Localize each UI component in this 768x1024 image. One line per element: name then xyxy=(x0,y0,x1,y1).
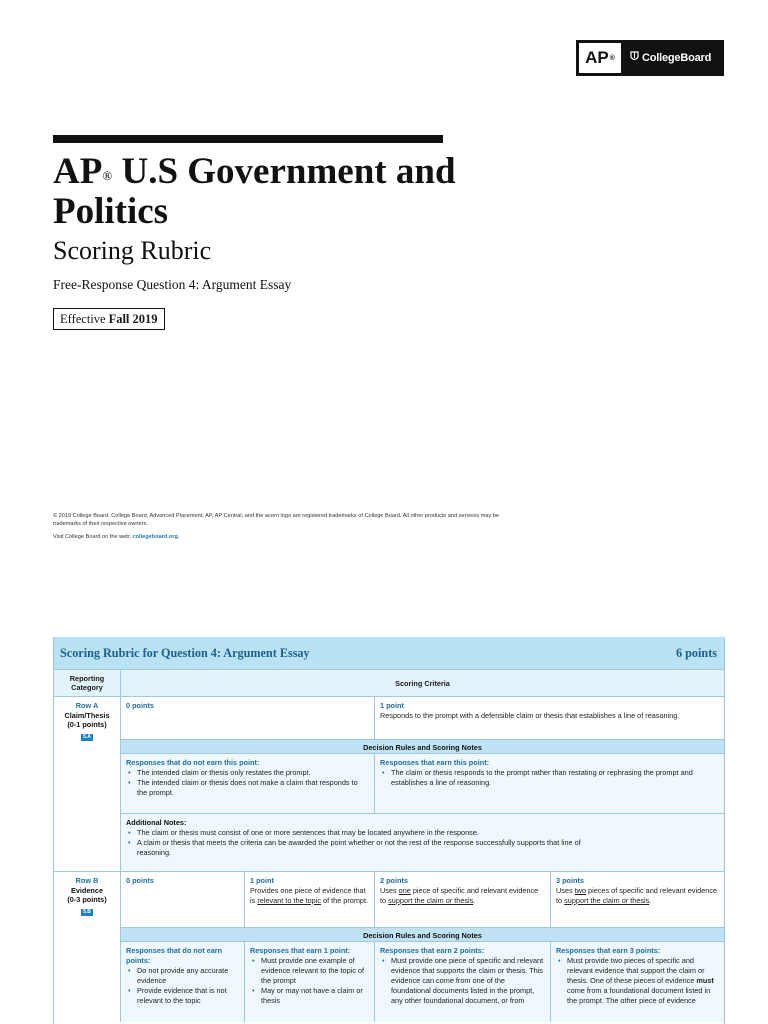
row-a-no-list xyxy=(126,768,369,798)
row-a-no-cell xyxy=(121,754,375,813)
row-b-category xyxy=(54,872,121,1022)
list-item: • Must provide one example of evidence relevant to the topic of the prompt xyxy=(250,956,369,986)
list-item: • The claim or thesis must consist of one or more sentences that may be located anywhere in the response. xyxy=(126,828,596,838)
text-run: support the claim or thesis xyxy=(564,896,650,905)
row-a-0-cell xyxy=(121,697,375,739)
title-ap: AP xyxy=(53,151,103,192)
collegeboard-text: CollegeBoard xyxy=(642,52,712,64)
list-item: • A claim or thesis that meets the criteria can be awarded the point whether or not the rest of the response successfully supports that line of reasoning. xyxy=(126,838,596,858)
effective-badge xyxy=(53,308,165,330)
row-a-yes-cell xyxy=(375,754,724,813)
row-a-decisions xyxy=(121,754,724,814)
row-a-notes-head: Additional Notes: xyxy=(126,818,187,827)
row-a-category xyxy=(54,697,121,871)
row-b-1-points: 1 point xyxy=(250,876,274,885)
row-b-one-head: Responses that earn 1 point: xyxy=(250,946,351,955)
row-b-2-text xyxy=(380,886,545,906)
list-item: • The intended claim or thesis does not make a claim that responds to the prompt. xyxy=(126,778,369,798)
rubric-title: Scoring Rubric for Question 4: Argument Essay xyxy=(60,645,310,660)
row-b-0-points: 0 points xyxy=(126,876,154,885)
row-a-1-text: Responds to the prompt with a defensible claim or thesis that establishes a line of reasoning. xyxy=(380,711,680,720)
row-a xyxy=(54,697,724,872)
row-b-1-text xyxy=(250,886,369,906)
row-a-decision-bar: Decision Rules and Scoring Notes xyxy=(121,739,724,754)
rubric-table xyxy=(53,637,725,1024)
row-b-no-cell xyxy=(121,942,245,1022)
text-run: Must provide two pieces of specific and relevant evidence that support the claim or thesis. One of these pieces of evidence xyxy=(567,956,705,985)
row-b-no-list xyxy=(126,966,239,1006)
list-item xyxy=(556,956,719,1006)
row-b-two-head: Responses that earn 2 points: xyxy=(380,946,485,955)
row-b-no-head: Responses that do not earn points: xyxy=(126,946,223,965)
row-b-2-points: 2 points xyxy=(380,876,408,885)
list-item: • Provide evidence that is not relevant to the topic xyxy=(126,986,239,1006)
rubric-points: 6 points xyxy=(676,645,717,660)
row-a-1-points: 1 point xyxy=(380,701,404,710)
row-b xyxy=(54,872,724,1022)
row-b-one-cell xyxy=(245,942,375,1022)
row-b-3-cell xyxy=(551,872,724,927)
row-b-decisions xyxy=(121,942,724,1022)
text-run: . xyxy=(473,896,476,905)
row-b-3-points: 3 points xyxy=(556,876,584,885)
col-criteria: Scoring Criteria xyxy=(395,678,450,688)
visit-text: Visit College Board on the web: xyxy=(53,534,131,540)
page-title xyxy=(53,152,473,232)
acorn-icon xyxy=(630,51,639,65)
row-b-name: Evidence xyxy=(70,885,104,895)
row-a-yes-list xyxy=(380,768,719,788)
row-b-three-cell xyxy=(551,942,724,1022)
rubric-header xyxy=(54,637,724,670)
row-a-yes-head: Responses that earn this point: xyxy=(380,758,490,767)
text-run: one xyxy=(398,886,411,895)
text-run: Uses xyxy=(380,886,399,895)
collegeboard-link[interactable]: collegeboard.org. xyxy=(132,534,180,540)
row-a-additional-notes xyxy=(121,814,724,871)
row-b-two-cell xyxy=(375,942,551,1022)
row-a-skill-badge: 5.A xyxy=(83,733,91,740)
ap-logo-reg: ® xyxy=(609,54,615,62)
title-rest: U.S Government and Politics xyxy=(53,151,456,232)
column-header-row xyxy=(54,670,724,697)
row-b-content xyxy=(121,872,724,1022)
row-b-two-list xyxy=(380,956,545,1006)
row-a-1-cell xyxy=(375,697,724,739)
collegeboard-wordmark xyxy=(624,40,724,76)
row-b-range: (0-3 points) xyxy=(67,895,107,904)
text-run: support the claim or thesis xyxy=(388,896,474,905)
row-a-name: Claim/Thesis xyxy=(64,710,110,720)
row-a-range: (0-1 points) xyxy=(67,720,107,729)
row-b-one-list xyxy=(250,956,369,1006)
text-run: Uses xyxy=(556,886,575,895)
copyright-text: © 2019 College Board. College Board, Advanced Placement, AP, AP Central, and the acorn logo are registered trademarks of College Board. All other products and services may be trademarks of their respective owners. xyxy=(53,513,500,527)
row-a-no-head: Responses that do not earn this point: xyxy=(126,758,260,767)
row-b-criteria xyxy=(121,872,724,927)
ap-logo xyxy=(579,43,621,73)
row-b-1-cell xyxy=(245,872,375,927)
list-item: • The claim or thesis responds to the prompt rather than restating or rephrasing the prompt and establishes a line of reasoning. xyxy=(380,768,719,788)
visit-line xyxy=(53,534,179,540)
row-b-three-head: Responses that earn 3 points: xyxy=(556,946,661,955)
row-b-decision-bar: Decision Rules and Scoring Notes xyxy=(121,927,724,942)
row-a-label: Row A xyxy=(75,701,99,710)
collegeboard-logo xyxy=(576,40,724,76)
text-run: . xyxy=(649,896,652,905)
row-b-skill-badge: 5.B xyxy=(83,908,91,915)
text-run: Provides one piece of evidence that is xyxy=(250,886,366,905)
text-run: two xyxy=(574,886,587,895)
row-b-three-list xyxy=(556,956,719,1006)
text-run: come from a foundational document listed in the prompt. The other piece of evidence xyxy=(567,986,711,1005)
effective-term: Fall 2019 xyxy=(108,311,158,326)
row-a-criteria xyxy=(121,697,724,739)
text-run: piece of specific and relevant evidence to xyxy=(380,886,539,905)
text-run: pieces of specific and relevant evidence to xyxy=(556,886,718,905)
row-b-2-cell xyxy=(375,872,551,927)
list-item: • Do not provide any accurate evidence xyxy=(126,966,239,986)
row-b-3-text xyxy=(556,886,719,906)
row-a-0-points: 0 points xyxy=(126,701,154,710)
frq-label: Free-Response Question 4: Argument Essay xyxy=(53,277,292,292)
col-category: Reporting Category xyxy=(54,670,121,696)
text-run: of the prompt. xyxy=(321,896,369,905)
effective-label: Effective xyxy=(60,311,106,326)
row-b-label: Row B xyxy=(75,876,99,885)
list-item: • The intended claim or thesis only restates the prompt. xyxy=(126,768,369,778)
text-run: relevant to the topic xyxy=(257,896,321,905)
title-rule xyxy=(53,135,443,143)
page-subtitle: Scoring Rubric xyxy=(53,236,212,265)
list-item: • May or may not have a claim or thesis xyxy=(250,986,369,1006)
row-a-notes-list xyxy=(126,828,596,858)
row-a-content xyxy=(121,697,724,871)
text-run: must xyxy=(696,976,714,985)
title-reg: ® xyxy=(102,168,113,183)
list-item: • Must provide one piece of specific and relevant evidence that supports the claim or thesis. This evidence can come from one of the foundational documents listed in the prompt, any other foundational document, or from xyxy=(380,956,545,1006)
row-b-0-cell xyxy=(121,872,245,927)
ap-logo-text: AP xyxy=(585,48,609,67)
